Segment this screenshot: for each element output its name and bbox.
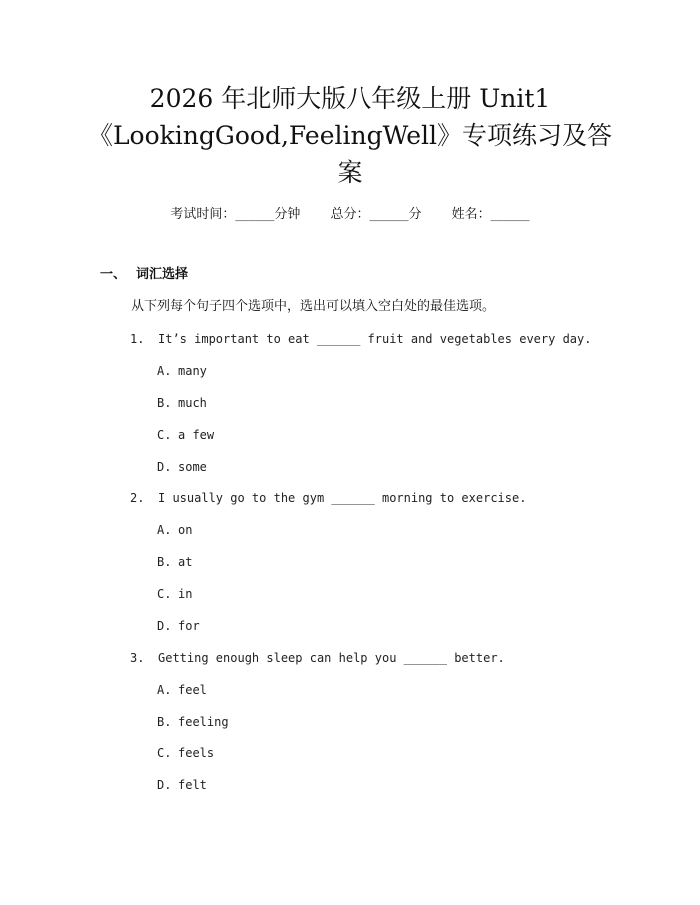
option-label: C. — [157, 746, 172, 760]
option-text: at — [178, 555, 193, 569]
section-instruction: 从下列每个句子四个选项中，选出可以填入空白处的最佳选项。 — [131, 299, 496, 314]
question-text: It’s important to eat ______ fruit and vegetables every day. — [158, 332, 592, 346]
section-heading — [100, 265, 188, 285]
option-label: C. — [157, 428, 172, 442]
option-text: felt — [178, 778, 207, 792]
option-label: B. — [157, 555, 172, 569]
question-2 — [130, 488, 526, 508]
question-3-option-d — [157, 775, 207, 795]
option-label: C. — [157, 587, 172, 601]
question-number: 3. — [130, 651, 145, 665]
exam-time-field: 考试时间：______分钟 — [170, 207, 301, 222]
question-1-option-a — [157, 361, 207, 381]
option-label: D. — [157, 619, 172, 633]
question-1-option-d — [157, 457, 207, 477]
option-text: feel — [178, 683, 207, 697]
question-1 — [130, 329, 591, 349]
section-number: 一、 — [100, 267, 127, 282]
title-line-1: 2026 年北师大版八年级上册 Unit1 — [149, 84, 551, 113]
option-label: D. — [157, 778, 172, 792]
option-text: a few — [178, 428, 215, 442]
option-text: on — [178, 523, 193, 537]
option-text: some — [178, 460, 207, 474]
name-field: 姓名：______ — [451, 207, 530, 222]
option-text: much — [178, 396, 207, 410]
option-label: D. — [157, 460, 172, 474]
section-title: 词汇选择 — [136, 267, 189, 282]
option-label: B. — [157, 396, 172, 410]
question-2-option-d — [157, 616, 200, 636]
document-title — [60, 80, 640, 191]
option-text: many — [178, 364, 207, 378]
question-1-option-c — [157, 425, 214, 445]
title-line-2: 《LookingGood,FeelingWell》专项练习及答 — [87, 121, 613, 150]
option-label: A. — [157, 364, 172, 378]
question-number: 1. — [130, 332, 145, 346]
option-label: B. — [157, 715, 172, 729]
option-text: in — [178, 587, 193, 601]
question-3-option-a — [157, 680, 207, 700]
option-label: A. — [157, 683, 172, 697]
option-label: A. — [157, 523, 172, 537]
question-number: 2. — [130, 491, 145, 505]
question-2-option-b — [157, 552, 192, 572]
option-text: for — [178, 619, 200, 633]
option-text: feeling — [178, 715, 229, 729]
question-2-option-a — [157, 520, 192, 540]
question-text: I usually go to the gym ______ morning to exercise. — [158, 491, 527, 505]
question-2-option-c — [157, 584, 192, 604]
question-1-option-b — [157, 393, 207, 413]
total-score-field: 总分：______分 — [330, 207, 422, 222]
question-text: Getting enough sleep can help you ______ better. — [158, 651, 505, 665]
question-3-option-b — [157, 712, 229, 732]
option-text: feels — [178, 746, 215, 760]
question-3-option-c — [157, 743, 214, 763]
question-3 — [130, 648, 505, 668]
exam-info — [0, 205, 700, 225]
title-line-3: 案 — [337, 158, 363, 187]
